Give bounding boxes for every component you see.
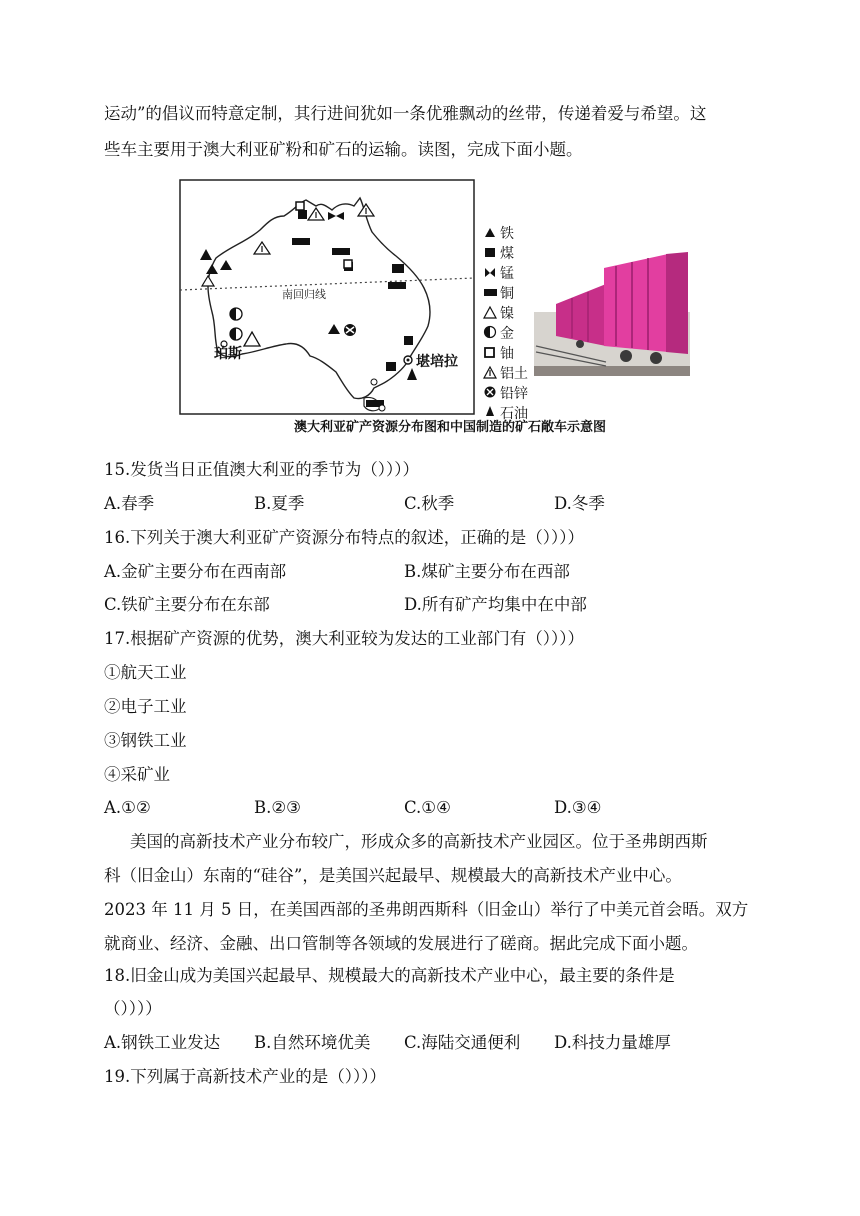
uranium-symbol: [344, 260, 352, 268]
q17-option-c: C.①④: [404, 798, 451, 817]
iron-triangle-icon: [485, 228, 495, 237]
copper-symbol: [332, 248, 350, 255]
coal-symbol: [298, 210, 307, 219]
passage-2-line-2: 科（旧金山）东南的“硅谷”，是美国兴起最早、规模最大的高新技术产业中心。: [104, 866, 682, 885]
copper-symbol: [388, 282, 406, 289]
q18-option-a: A.钢铁工业发达: [104, 1033, 221, 1052]
q15-option-c: C.秋季: [404, 494, 455, 513]
wagon-far: [556, 284, 606, 346]
uranium-hollow-square-icon: [485, 348, 494, 357]
q17-option-a: A.①②: [104, 798, 151, 817]
legend-label-coal: 煤: [500, 246, 514, 262]
passage-2-line-1: 美国的高新技术产业分布较广，形成众多的高新技术产业园区。位于圣弗朗西斯: [130, 832, 708, 851]
coal-symbol: [404, 336, 413, 345]
legend-label-iron: 铁: [500, 226, 514, 242]
intro-line-1: 运动”的倡议而特意定制，其行进间犹如一条优雅飘动的丝带，传递着爱与希望。这: [104, 104, 707, 123]
oil-drop-icon: [486, 406, 494, 416]
q17-option-d: D.③④: [554, 798, 602, 817]
q15-option-d: D.冬季: [554, 494, 605, 513]
q17-item-1: ①航天工业: [104, 663, 187, 682]
question-16-stem: 16.下列关于澳大利亚矿产资源分布特点的叙述，正确的是（））））: [104, 528, 584, 547]
q17-item-4: ④采矿业: [104, 765, 170, 784]
q15-option-a: A.春季: [104, 494, 155, 513]
copper-symbol: [392, 264, 404, 273]
q18-option-d: D.科技力量雄厚: [554, 1033, 671, 1052]
city-dot: [379, 405, 385, 411]
q17-option-b: B.②③: [254, 798, 301, 817]
copper-bar-icon: [484, 289, 497, 296]
figure-svg: [176, 176, 696, 438]
perth-label: 珀斯: [214, 346, 242, 362]
legend-label-gold: 金: [500, 326, 514, 342]
uranium-symbol: [296, 202, 304, 210]
question-18-stem-cont: （））））: [104, 999, 162, 1018]
copper-symbol: [292, 238, 310, 245]
legend-label-nickel: 镍: [500, 306, 514, 322]
q16-option-c: C.铁矿主要分布在东部: [104, 595, 270, 614]
city-dot: [371, 379, 377, 385]
question-19-stem: 19.下列属于高新技术产业的是（））））: [104, 1067, 386, 1086]
q16-option-d: D.所有矿产均集中在中部: [404, 595, 587, 614]
q16-option-a: A.金矿主要分布在西南部: [104, 562, 287, 581]
legend-label-copper: 铜: [500, 286, 514, 302]
passage-2-line-4: 就商业、经济、金融、出口管制等各领域的发展进行了磋商。据此完成下面小题。: [104, 934, 698, 953]
coal-symbol: [386, 362, 396, 371]
q18-option-c: C.海陆交通便利: [404, 1033, 521, 1052]
coal-square-icon: [485, 248, 495, 257]
question-18-stem: 18.旧金山成为美国兴起最早、规模最大的高新技术产业中心，最主要的条件是: [104, 966, 675, 985]
legend-label-lead-zinc: 铅锌: [500, 386, 528, 402]
q18-option-b: B.自然环境优美: [254, 1033, 371, 1052]
question-17-stem: 17.根据矿产资源的优势，澳大利亚较为发达的工业部门有（））））: [104, 629, 584, 648]
question-15-stem: 15.发货当日正值澳大利亚的季节为（））））: [104, 460, 419, 479]
passage-2-line-3: 2023 年 11 月 5 日，在美国西部的圣弗朗西斯科（旧金山）举行了中美元首会晤。双方: [104, 900, 749, 919]
canberra-label: 堪培拉: [416, 354, 458, 370]
australia-mineral-map-figure: [176, 176, 696, 438]
q16-option-b: B.煤矿主要分布在西部: [404, 562, 570, 581]
nickel-outline-triangle-icon: [484, 307, 496, 318]
legend-label-oil: 石油: [500, 406, 528, 422]
manganese-bowtie-icon: [485, 268, 495, 277]
tropic-label: 南回归线: [282, 288, 326, 301]
figure-caption: 澳大利亚矿产资源分布图和中国制造的矿石敞车示意图: [294, 420, 607, 435]
legend-label-manganese: 锰: [500, 266, 514, 282]
ore-wagon-photo: [534, 252, 690, 376]
legend: [484, 225, 528, 422]
wagon-near: [604, 254, 668, 352]
intro-line-2: 些车主要用于澳大利亚矿粉和矿石的运输。读图，完成下面小题。: [104, 140, 583, 159]
q15-option-b: B.夏季: [254, 494, 305, 513]
legend-label-bauxite: 铝土: [500, 366, 528, 382]
q17-item-3: ③钢铁工业: [104, 731, 187, 750]
wagon-front: [666, 252, 688, 354]
q17-item-2: ②电子工业: [104, 697, 187, 716]
legend-label-uranium: 铀: [500, 346, 514, 362]
